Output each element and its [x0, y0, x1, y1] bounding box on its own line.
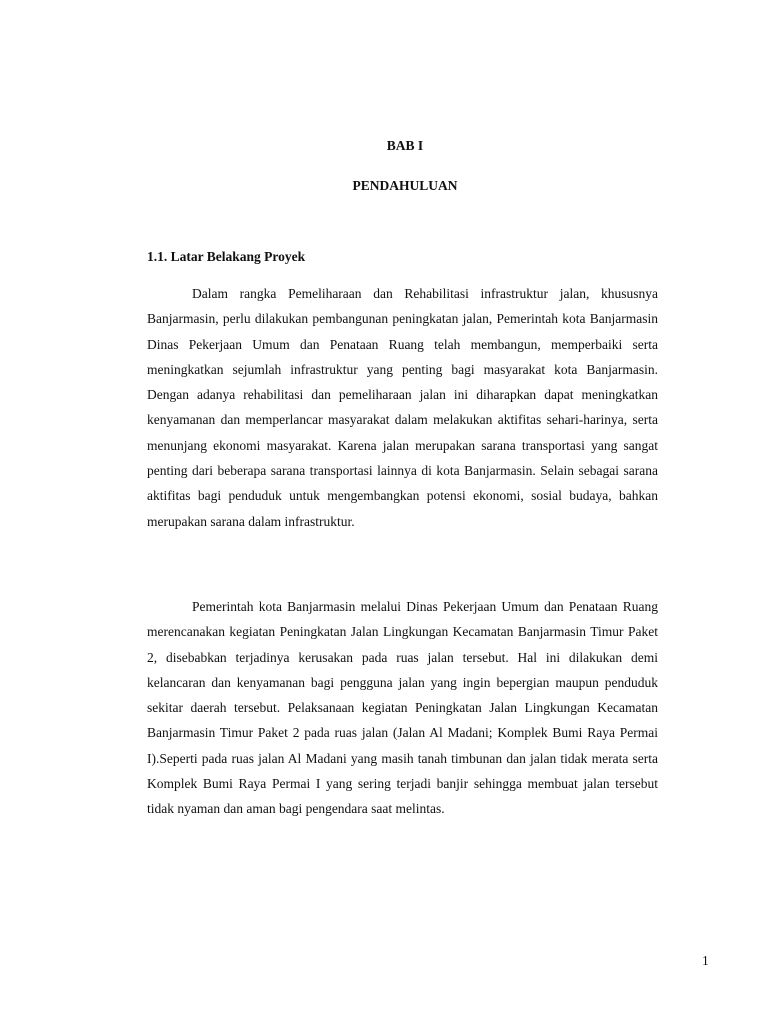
body-paragraph: Pemerintah kota Banjarmasin melalui Dinas Pekerjaan Umum dan Penataan Ruang merencanakan kegiatan Peningkatan Jalan Lingkungan Kecamatan Banjarmasin Timur Paket 2, disebabkan terjadinya kerusakan pada ruas jalan tersebut. Hal ini dilakukan demi kelancaran dan kenyamanan bagi pengguna jalan yang ingin bepergian maupun penduduk sekitar daerah tersebut. Pelaksanaan kegiatan Peningkatan Jalan Lingkungan Kecamatan Banjarmasin Timur Paket 2 pada ruas jalan (Jalan Al Madani; Komplek Bumi Raya Permai I).Seperti pada ruas jalan Al Madani yang masih tanah timbunan dan jalan tidak merata serta Komplek Bumi Raya Permai I yang sering terjadi banjir sehingga membuat jalan tersebut tidak nyaman dan aman bagi pengendara saat melintas.: [147, 599, 658, 817]
section-heading: 1.1. Latar Belakang Proyek: [147, 249, 306, 264]
body-paragraph: Dalam rangka Pemeliharaan dan Rehabilitasi infrastruktur jalan, khususnya Banjarmasin, perlu dilakukan pembangunan peningkatan jalan, Pemerintah kota Banjarmasin Dinas Pekerjaan Umum dan Penataan Ruang telah membangun, memperbaiki serta meningkatkan sejumlah infrastruktur yang penting bagi masyarakat kota Banjarmasin. Dengan adanya rehabilitasi dan pemeliharaan jalan ini diharapkan dapat meningkatkan kenyamanan dan memperlancar masyarakat dalam melakukan aktifitas sehari-harinya, serta menunjang ekonomi masyarakat. Karena jalan merupakan sarana transportasi yang sangat penting dari beberapa sarana transportasi lainnya di kota Banjarmasin. Selain sebagai sarana aktifitas bagi penduduk untuk mengembangkan potensi ekonomi, sosial budaya, bahkan merupakan sarana dalam infrastruktur.: [147, 286, 658, 529]
page-number: 1: [702, 953, 709, 968]
chapter-title: PENDAHULUAN: [352, 178, 458, 193]
chapter-number: BAB I: [386, 138, 424, 153]
